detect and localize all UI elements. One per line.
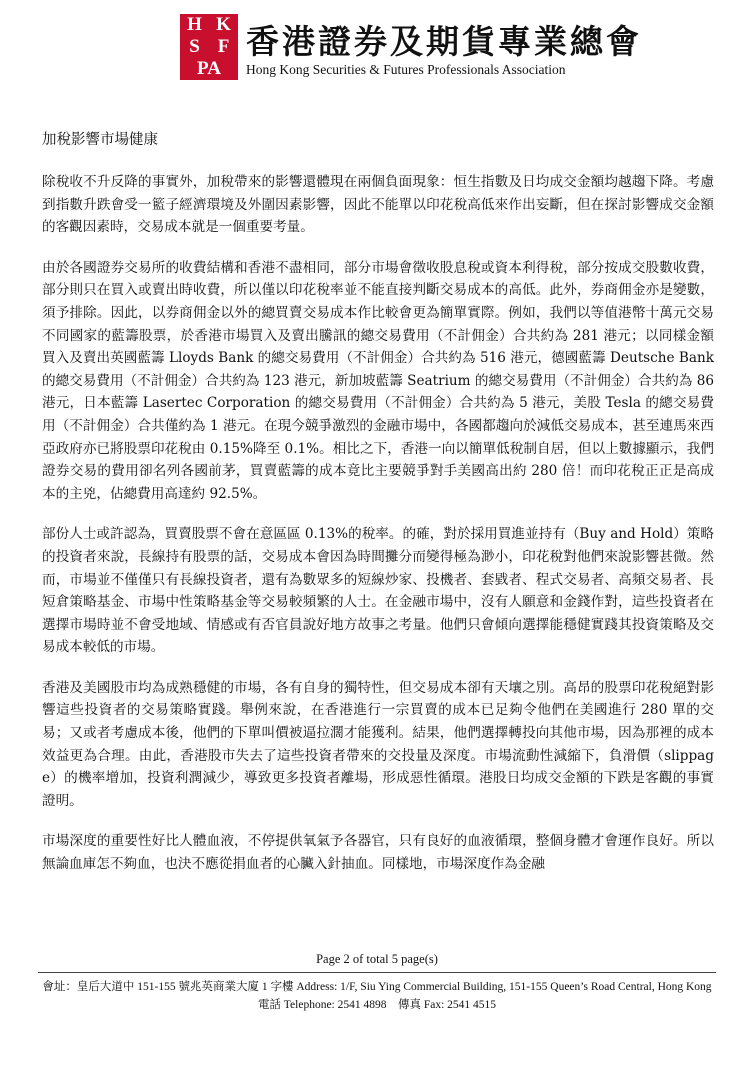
article-title: 加稅影響市場健康 bbox=[42, 132, 158, 148]
paragraph-3: 部份人士或許認為，買賣股票不會在意區區 0.13%的稅率。的確，對於採用買進並持有（Buy and Hold）策略的投資者來說，長線持有股票的話，交易成本會因為時間攤分而變得極為渺小，印花稅對他們來說影響甚微。然而，市場並不僅僅只有長線投資者，還有為數眾多的短線炒家、投機者、套戥者、程式交易者、高頻交易者、長短倉策略基金、市場中性策略基金等交易較頻繁的人士。在金融市場中，沒有人願意和金錢作對，這些投資者在選擇市場時並不會受地域、情感或有否官員說好地方故事之考量。他們只會傾向選擇能穩健實踐其投資策略及交易成本較低的市場。 bbox=[42, 526, 714, 656]
page-indicator: Page 2 of total 5 page(s) bbox=[316, 952, 438, 966]
logo-letter-h: H bbox=[180, 14, 209, 36]
org-name-english: Hong Kong Securities & Futures Professionals Association bbox=[246, 62, 566, 77]
paragraph-4: 香港及美國股市均為成熟穩健的市場，各有自身的獨特性，但交易成本卻有天壤之別。高昂的股票印花稅絕對影響這些投資者的交易策略實踐。舉例來說，在香港進行一宗買賣的成本已足夠令他們在美國進行 280 單的交易；又或者考慮成本後，他們的下單叫價被逼拉濶才能獲利。結果，他們選擇轉投向其他市場，因為那裡的成本效益更為合理。由此，香港股市失去了這些投資者帶來的交投量及深度。市場流動性減縮下，負滑價（slippage）的機率增加，投資利潤減少，導致更多投資者離場，形成惡性循環。港股日均成交金額的下跌是客觀的事實證明。 bbox=[42, 679, 714, 809]
paragraph-1: 除稅收不升反降的事實外，加稅帶來的影響還體現在兩個負面現象：恒生指數及日均成交金額均越趨下降。考慮到指數升跌會受一籃子經濟環境及外圍因素影響，因此不能單以印花稅高低來作出妄斷，但在探討影響成交金額的客觀因素時，交易成本就是一個重要考量。 bbox=[42, 174, 714, 236]
logo-letter-pa: PA bbox=[180, 58, 238, 80]
logo-letter-s: S bbox=[180, 36, 209, 58]
footer-address: 會址：皇后大道中 151-155 號兆英商業大廈 1 字樓 Address: 1/F, Siu Ying Commercial Building, 151-155 Queen’s Road Central, Hong Kong bbox=[42, 981, 712, 993]
footer-divider bbox=[38, 972, 716, 973]
logo-letter-f: F bbox=[209, 36, 238, 58]
org-name-chinese: 香港證券及期貨專業總會 bbox=[246, 22, 642, 61]
paragraph-2: 由於各國證券交易所的收費結構和香港不盡相同，部分市場會徵收股息稅或資本利得稅，部分按成交股數收費，部分則只在買入或賣出時收費，所以僅以印花稅率並不能直接判斷交易成本的高低。此外，券商佣金亦是變數，須予排除。因此，以券商佣金以外的總買賣交易成本作比較會更為簡單實際。例如，我們以等值港幣十萬元交易不同國家的藍籌股票，於香港市場買入及賣出騰訊的總交易費用（不計佣金）合共約為 281 港元；以同樣金額買入及賣出英國藍籌 Lloyds Bank 的總交易費用（不計佣金）合共約為 516 港元，德國藍籌 Deutsche Bank 的總交易費用（不計佣金）合共約為 123 港元，新加坡藍籌 Seatrium 的總交易費用（不計佣金）合共約為 86 港元，日本藍籌 Lasertec Corporation 的總交易費用（不計佣金）合共約為 5 港元，美股 Tesla 的總交易費用（不計佣金）合共僅約為 1 港元。在現今競爭激烈的金融市場中，各國都趨向於減低交易成本，甚至連馬來西亞政府亦已將股票印花稅由 0.15%降至 0.1%。相比之下，香港一向以簡單低稅制自居，但以上數據顯示，我們證券交易的費用卻名列各國前茅，買賣藍籌的成本竟比主要競爭對手美國高出約 280 倍！而印花稅正正是高成本的主兇，佔總費用高達約 92.5%。 bbox=[42, 259, 715, 502]
footer-contact: 電話 Telephone: 2541 4898 傳真 Fax: 2541 4515 bbox=[257, 999, 497, 1011]
logo-letter-k: K bbox=[209, 14, 238, 36]
letterhead bbox=[180, 14, 642, 84]
article-body bbox=[42, 128, 714, 894]
paragraph-5: 市場深度的重要性好比人體血液，不停提供氧氣予各器官，只有良好的血液循環，整個身體才會運作良好。所以無論血庫怎不夠血，也決不應從捐血者的心臟入針抽血。同樣地，市場深度作為金融 bbox=[42, 833, 714, 873]
association-logo bbox=[180, 14, 238, 80]
